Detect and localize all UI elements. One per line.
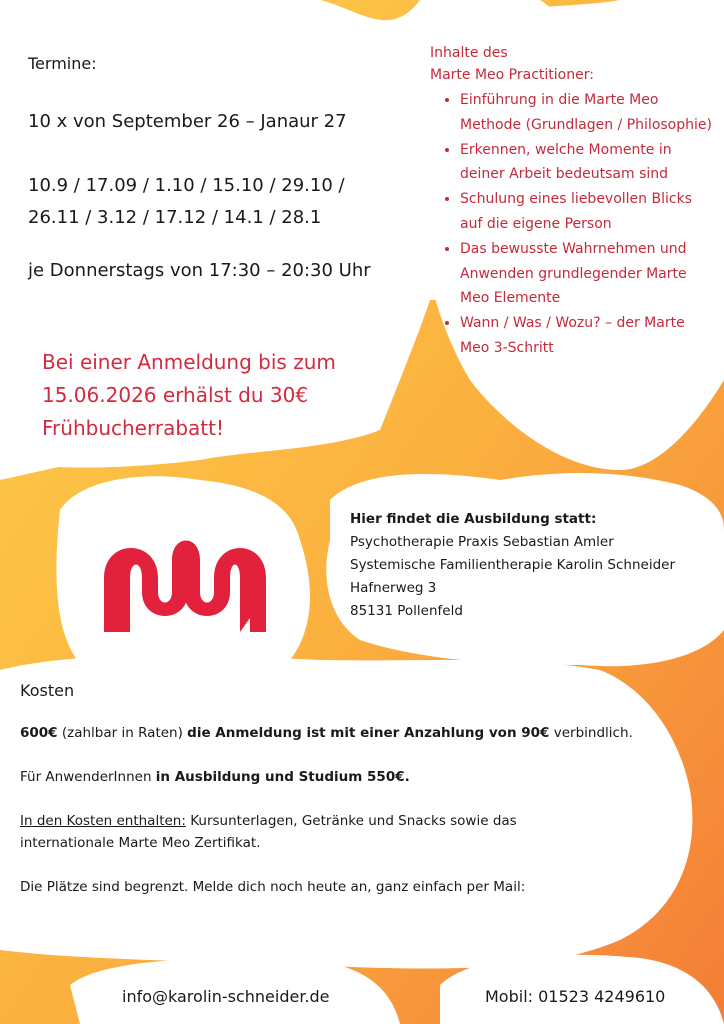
promo-line: Frühbucherrabatt! [42,416,224,440]
costs-title: Kosten [20,681,75,700]
costs-student [20,766,660,788]
deposit-note: die Anmeldung ist mit einer Anzahlung von 90€ [187,725,550,741]
location-line: 85131 Pollenfeld [350,603,463,619]
list-item: • Wann / Was / Wozu? – der Marte Meo 3-Schritt [460,311,715,361]
included-text: internationale Marte Meo Zertifikat. [20,835,261,851]
termine-dates [28,170,408,234]
contents-section [430,42,715,361]
list-item: • Einführung in die Marte Meo Methode (Grundlagen / Philosophie) [460,88,715,138]
student-price: in Ausbildung und Studium 550€. [155,769,410,785]
termine-range: 10 x von September 26 – Janaur 27 [28,111,347,132]
included-text: Kursunterlagen, Getränke und Snacks sowie das [185,813,517,829]
contents-title-line: Marte Meo Practitioner: [430,67,594,83]
marte-meo-logo [100,520,270,640]
contents-title-line: Inhalte des [430,45,508,61]
early-bird-promo [42,346,372,445]
included-label: In den Kosten enthalten: [20,813,186,829]
list-item: • Das bewusste Wahrnehmen und Anwenden grundlegender Marte Meo Elemente [460,237,715,311]
location-line: Systemische Familientherapie Karolin Schneider [350,557,675,573]
costs-price [20,722,660,744]
termine-dates-line: 26.11 / 3.12 / 17.12 / 14.1 / 28.1 [28,207,322,228]
price-note: (zahlbar in Raten) [57,725,188,741]
price: 600€ [20,725,58,741]
location-line: Hafnerweg 3 [350,580,437,596]
contents-title [430,42,715,86]
list-item: • Erkennen, welche Momente in deiner Arbeit bedeutsam sind [460,138,715,188]
location-title: Hier findet die Ausbildung statt: [350,511,597,527]
price-end: verbindlich. [549,725,633,741]
list-item: • Schulung eines liebevollen Blicks auf die eigene Person [460,187,715,237]
promo-line: 15.06.2026 erhälst du 30€ [42,383,309,407]
costs-section [20,680,660,898]
location-line: Psychotherapie Praxis Sebastian Amler [350,534,614,550]
contact-phone[interactable]: Mobil: 01523 4249610 [485,987,666,1006]
location-section [350,508,720,623]
promo-line: Bei einer Anmeldung bis zum [42,350,336,374]
limited-places: Die Plätze sind begrenzt. Melde dich noch heute an, ganz einfach per Mail: [20,879,526,895]
contact-email[interactable]: info@karolin-schneider.de [122,987,330,1006]
contents-list [430,88,715,361]
student-pre: Für AnwenderInnen [20,769,156,785]
termine-dates-line: 10.9 / 17.09 / 1.10 / 15.10 / 29.10 / [28,175,345,196]
termine-day: je Donnerstags von 17:30 – 20:30 Uhr [28,260,371,281]
termine-title: Termine: [28,54,97,73]
costs-included [20,810,660,854]
